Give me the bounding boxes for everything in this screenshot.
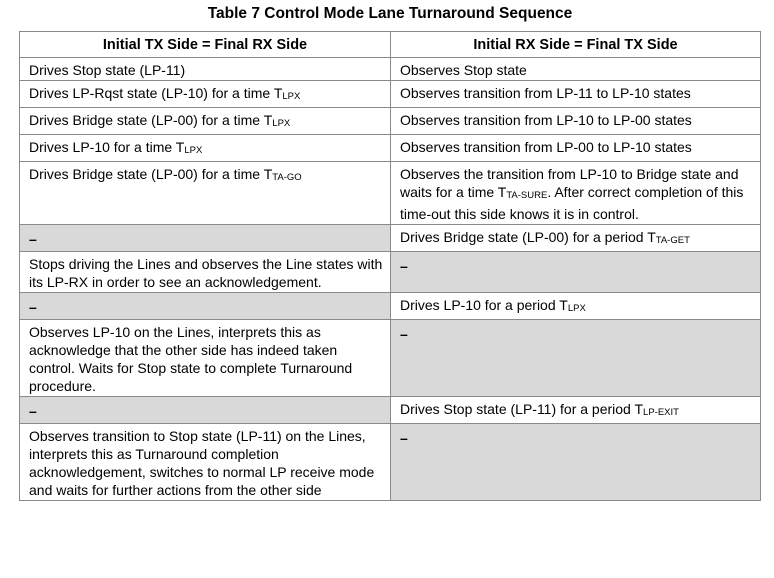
time-subscript: TA-GET: [655, 235, 690, 246]
cell-text: Observes Stop state: [400, 62, 527, 78]
dash-placeholder: –: [29, 299, 37, 315]
table-row: [20, 293, 761, 320]
rx-cell: [391, 397, 761, 424]
dash-placeholder: –: [400, 258, 408, 274]
tx-cell: [20, 58, 391, 81]
dash-placeholder: –: [29, 403, 37, 419]
cell-text: Observes LP-10 on the Lines, interprets this as acknowledge that the other side has indeed taken control. Waits for Stop state to complete Turnaround procedure.: [29, 324, 353, 394]
rx-cell-empty: [391, 252, 761, 293]
rx-cell-empty: [391, 320, 761, 397]
rx-cell: [391, 135, 761, 162]
rx-cell: [391, 58, 761, 81]
cell-text: Drives Bridge state (LP-00) for a time T: [29, 166, 273, 182]
tx-cell-empty: [20, 397, 391, 424]
cell-text: Drives Bridge state (LP-00) for a period T: [400, 229, 656, 245]
cell-text: Observes the transition from LP-10 to Bridge state and waits for a time T: [400, 166, 739, 200]
table-row: [20, 58, 761, 81]
cell-text: Drives Stop state (LP-11) for a period T: [400, 401, 644, 417]
tx-cell-empty: [20, 293, 391, 320]
cell-text: Drives LP-10 for a time T: [29, 139, 185, 155]
rx-cell: [391, 108, 761, 135]
tx-cell: [20, 108, 391, 135]
cell-text: Observes transition from LP-00 to LP-10 states: [400, 139, 692, 155]
dash-placeholder: –: [29, 231, 37, 247]
tx-cell-empty: [20, 225, 391, 252]
column-header-rx: Initial RX Side = Final TX Side: [391, 32, 761, 58]
time-subscript: LP-EXIT: [643, 407, 679, 418]
cell-text: Drives Bridge state (LP-00) for a time T: [29, 112, 273, 128]
rx-cell: [391, 81, 761, 108]
cell-text: Drives LP-Rqst state (LP-10) for a time T: [29, 85, 283, 101]
tx-cell: [20, 135, 391, 162]
table-title: Table 7 Control Mode Lane Turnaround Sequence: [207, 5, 573, 22]
table-row: [20, 162, 761, 225]
tx-cell: [20, 81, 391, 108]
table-row: [20, 252, 761, 293]
cell-text: Observes transition from LP-10 to LP-00 states: [400, 112, 692, 128]
rx-cell: [391, 162, 761, 225]
table-row: [20, 225, 761, 252]
time-subscript: LPX: [282, 91, 301, 102]
rx-cell: [391, 293, 761, 320]
tx-cell: [20, 252, 391, 293]
dash-placeholder: –: [400, 326, 408, 342]
tx-cell: [20, 320, 391, 397]
table-row: [20, 320, 761, 397]
time-subscript: TA-SURE: [506, 190, 548, 201]
table-row: [20, 397, 761, 424]
turnaround-table: [19, 31, 761, 501]
cell-text: Observes transition to Stop state (LP-11) on the Lines, interprets this as Turnaround completion acknowledgement, switches to normal LP receive mode and waits for further actions from the other side: [29, 428, 375, 498]
cell-text: Drives LP-10 for a period T: [400, 297, 568, 313]
header-row: [20, 32, 761, 58]
tx-cell: [20, 162, 391, 225]
table-row: [20, 108, 761, 135]
column-header-tx: Initial TX Side = Final RX Side: [20, 32, 391, 58]
cell-text-continued: . After correct completion of this time-out this side knows it is in control.: [400, 184, 744, 222]
time-subscript: LPX: [567, 303, 586, 314]
rx-cell-empty: [391, 424, 761, 501]
table-row: [20, 81, 761, 108]
time-subscript: TA-GO: [272, 172, 302, 183]
dash-placeholder: –: [400, 430, 408, 446]
time-subscript: LPX: [184, 145, 203, 156]
table-row: [20, 424, 761, 501]
table-row: [20, 135, 761, 162]
time-subscript: LPX: [272, 118, 291, 129]
cell-text: Drives Stop state (LP-11): [29, 62, 186, 78]
cell-text: Observes transition from LP-11 to LP-10 states: [400, 85, 691, 101]
rx-cell: [391, 225, 761, 252]
cell-text: Stops driving the Lines and observes the Line states with its LP-RX in order to see an acknowledgement.: [29, 256, 383, 290]
tx-cell: [20, 424, 391, 501]
